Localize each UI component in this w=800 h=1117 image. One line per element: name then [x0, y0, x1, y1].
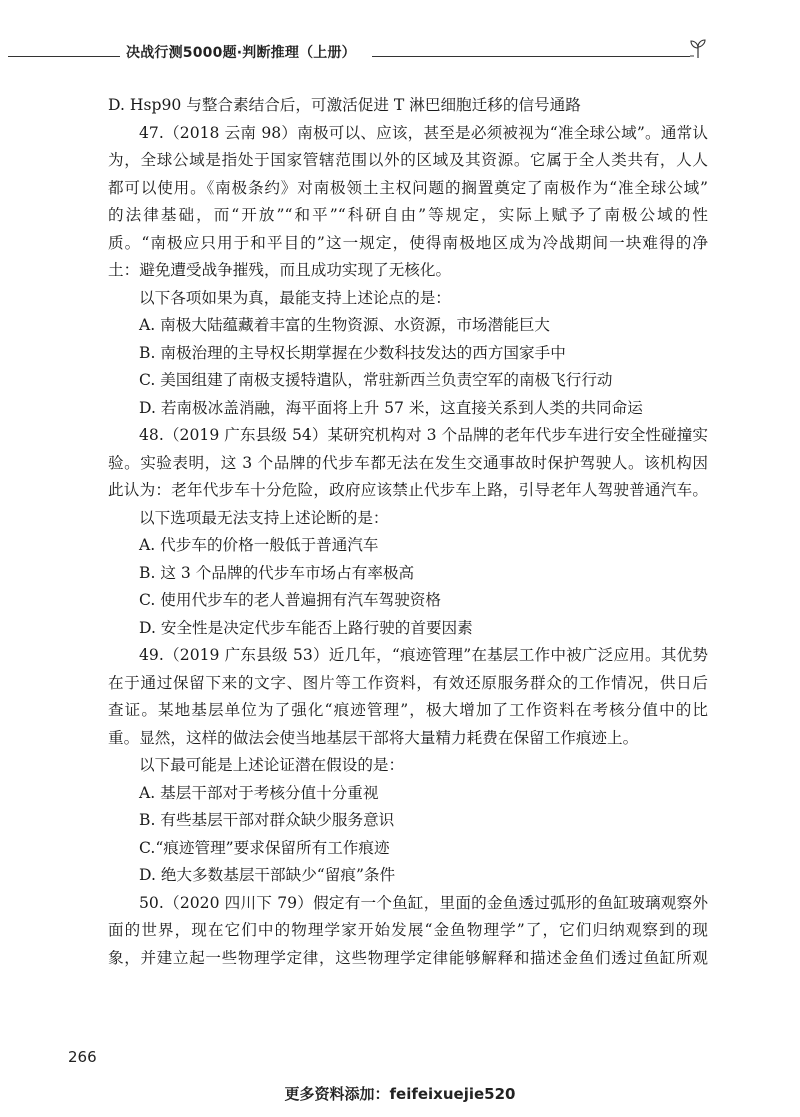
text-line: 质。“南极应只用于和平目的”这一规定，使得南极地区成为冷战期间一块难得的净: [108, 233, 708, 252]
text-line: 土：避免遭受战争摧残，而且成功实现了无核化。: [108, 261, 452, 279]
text-line: 49.（2019 广东县级 53）近几年，“痕迹管理”在基层工作中被广泛应用。其优势: [139, 646, 708, 664]
sprout-icon: [686, 36, 710, 60]
text-line: B. 这 3 个品牌的代步车市场占有率极高: [139, 563, 415, 582]
text-line: A. 代步车的价格一般低于普通汽车: [139, 536, 379, 554]
text-line: 47.（2018 云南 98）南极可以、应该，甚至是必须被视为“准全球公域”。通常认: [139, 123, 708, 142]
text-line: 的法律基础，而“开放”“和平”“科研自由”等规定，实际上赋予了南极公域的性: [108, 206, 708, 224]
text-line: C. 使用代步车的老人普遍拥有汽车驾驶资格: [139, 591, 441, 609]
text-line: B. 南极治理的主导权长期掌握在少数科技发达的西方国家手中: [139, 343, 566, 362]
text-line: C.“痕迹管理”要求保留所有工作痕迹: [139, 838, 390, 857]
text-line: 为，全球公域是指处于国家管辖范围以外的区域及其资源。它属于全人类共有，人人: [108, 151, 708, 169]
text-line: 以下各项如果为真，最能支持上述论点的是：: [139, 288, 451, 307]
text-line: D. 若南极冰盖消融，海平面将上升 57 米，这直接关系到人类的共同命运: [139, 398, 643, 417]
text-line: A. 基层干部对于考核分值十分重视: [139, 783, 379, 802]
header-rule-left: [8, 56, 128, 57]
text-line: D. Hsp90 与整合素结合后，可激活促进 T 淋巴细胞迁移的信号通路: [108, 96, 581, 114]
text-line: 面的世界，现在它们中的物理学家开始发展“金鱼物理学”了，它们归纳观察到的现: [108, 921, 708, 939]
text-line: 以下选项最无法支持上述论断的是：: [139, 508, 389, 527]
text-line: 48.（2019 广东县级 54）某研究机构对 3 个品牌的老年代步车进行安全性碰撞实: [139, 426, 708, 444]
text-line: D. 绝大多数基层干部缺少“留痕”条件: [139, 866, 396, 884]
text-line: 验。实验表明，这 3 个品牌的代步车都无法在发生交通事故时保护驾驶人。该机构因: [108, 453, 708, 472]
page-header: [0, 36, 800, 66]
text-line: 以下最可能是上述论证潜在假设的是：: [139, 756, 405, 774]
footer-note: 更多资料添加：feifeixuejie520: [284, 1085, 516, 1103]
text-line: C. 美国组建了南极支援特遣队，常驻新西兰负责空军的南极飞行行动: [139, 371, 613, 389]
text-line: 查证。某地基层单位为了强化“痕迹管理”，极大增加了工作资料在考核分值中的比: [108, 701, 708, 719]
page-body: [108, 92, 708, 972]
text-line: 都可以使用。《南极条约》对南极领土主权问题的搁置奠定了南极作为“准全球公域”: [108, 178, 708, 197]
text-line: 象，并建立起一些物理学定律，这些物理学定律能够解释和描述金鱼们透过鱼缸所观: [108, 948, 708, 967]
text-line: D. 安全性是决定代步车能否上路行驶的首要因素: [139, 618, 473, 637]
page-number: 266: [68, 1048, 97, 1066]
header-title: 决战行测5000题·判断推理（上册）: [120, 42, 362, 62]
text-line: B. 有些基层干部对群众缺少服务意识: [139, 811, 395, 829]
text-line: A. 南极大陆蕴藏着丰富的生物资源、水资源，市场潜能巨大: [139, 316, 551, 334]
text-line: 50.（2020 四川下 79）假定有一个鱼缸，里面的金鱼透过弧形的鱼缸玻璃观察外: [139, 893, 708, 912]
text-line: 在于通过保留下来的文字、图片等工作资料，有效还原服务群众的工作情况，供日后: [108, 673, 708, 692]
text-line: 此认为：老年代步车十分危险，政府应该禁止代步车上路，引导老年人驾驶普通汽车。: [108, 481, 708, 499]
text-line: 重。显然，这样的做法会使当地基层干部将大量精力耗费在保留工作痕迹上。: [108, 728, 639, 747]
header-rule-right: [372, 56, 690, 57]
